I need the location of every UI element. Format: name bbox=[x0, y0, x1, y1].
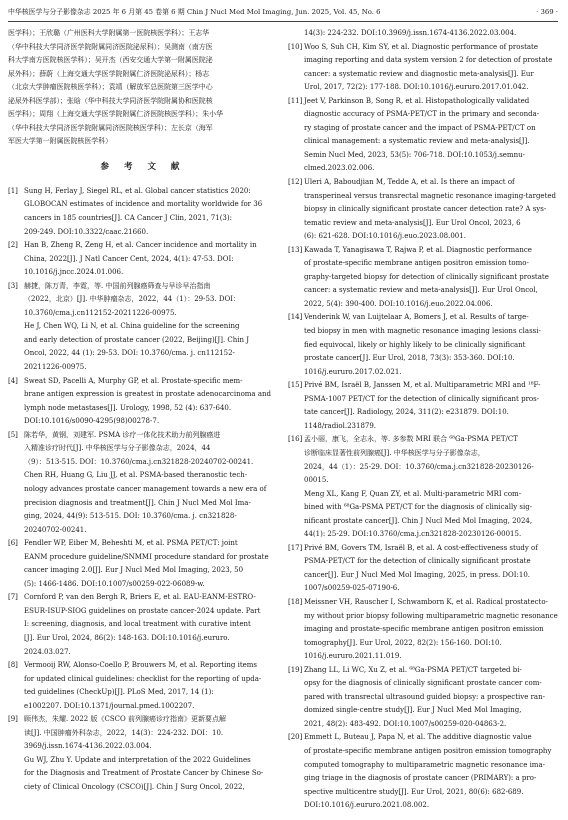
reference-line: 1148/radiol.231879. bbox=[304, 421, 377, 430]
reference-text: Jeet V, Parkinson B, Song R, et al. Histopathologically validated bbox=[304, 96, 530, 105]
reference-number: [3] bbox=[8, 281, 18, 290]
author-line: 医学科）；周翔（上海交通大学医学院附属仁济医院核医学科）；朱小华 bbox=[8, 110, 224, 119]
reference-line: （2022，北京）[J]. 中华肿瘤杂志，2022，44（1）：29-53. DOI： bbox=[24, 295, 240, 304]
reference-line bbox=[8, 591, 278, 605]
reference-text: Emmett L, Buteau J, Papa N, et al. The additive diagnostic value bbox=[304, 733, 532, 742]
reference-line bbox=[8, 239, 278, 253]
reference-text: Vermooij RW, Alonso-Coello P, Brouwers M, et al. Reporting items bbox=[24, 661, 258, 670]
reference-text: Sung H, Ferlay J, Siegel RL, et al. Global cancer statistics 2020: bbox=[24, 186, 251, 195]
reference-line: and early detection of prostate cancer (2022, Beijing)[J]. Chin J bbox=[24, 335, 250, 344]
reference-line: imaging reporting and data system version 2 for detection of prostate bbox=[304, 56, 553, 65]
reference-line: Ⅰ: screening, diagnosis, and local treatment with curative intent bbox=[24, 620, 251, 629]
reference-line: [J]. Eur Urol, 2024, 86(2): 148-163. DOI:10.1016/j.eururo. bbox=[24, 633, 230, 642]
reference-line: lymph node metastases[J]. Urology, 1998, 52 (4): 637-640. bbox=[24, 403, 232, 412]
reference-line: nology advances prostate cancer management towards a new era of bbox=[24, 484, 267, 493]
reference-line: Gu WJ, Zhu Y. Update and interpretation of the 2022 Guidelines bbox=[24, 755, 251, 764]
reference-line: Oncol, 2022, 44 (1): 29-53. DOI: 10.3760/cma. j. cn112152- bbox=[24, 349, 235, 358]
reference-line: 诊断临床显著性前列腺癌[J]. 中华核医学与分子影像杂志， bbox=[304, 448, 485, 457]
reference-line: 10.1016/j.jncc.2024.01.006. bbox=[24, 268, 124, 277]
reference-item bbox=[288, 596, 558, 664]
author-line: （华中科技大学同济医学院附属同济医院核医学科）；左长京（海军 bbox=[8, 123, 213, 132]
reference-line: 209-249. DOI:10.3322/caac.21660. bbox=[24, 227, 149, 236]
reference-line: 1016/j.eururo.2021.11.019. bbox=[304, 652, 402, 661]
reference-line: 2024，44（1）：25-29. DOI：10.3760/cma.j.cn321828-20230126- bbox=[304, 462, 534, 471]
reference-line: for the Diagnosis and Treatment of Prostate Cancer by Chinese So- bbox=[24, 769, 264, 778]
reference-number: [14] bbox=[288, 313, 303, 322]
reference-item bbox=[288, 731, 558, 812]
reference-line: tomography[J]. Eur Urol, 2022, 82(2): 156-160. DOI:10. bbox=[304, 638, 502, 647]
reference-line: cancers in 185 countries[J]. CA Cancer J Clin, 2021, 71(3): bbox=[24, 214, 232, 223]
reference-number: [16] bbox=[288, 435, 303, 444]
reference-line: 44(1): 25-29. DOI:10.3760/cma.j.cn321828-20230126-00015. bbox=[304, 530, 522, 539]
left-column bbox=[8, 27, 278, 817]
reference-text: 赫捷，陈万青，李霓，等. 中国前列腺癌筛查与早诊早治指南 bbox=[24, 281, 211, 290]
reference-line: clinical management: a systematic review and meta-analysis[J]. bbox=[304, 137, 530, 146]
reference-line: 3969/j.issn.1674-4136.2022.03.004. bbox=[24, 742, 152, 751]
reference-line: opsy for the diagnosis of clinically significant prostate cancer com- bbox=[304, 679, 542, 688]
author-line: 尿外科）；薛蔚（上海交通大学医学院附属仁济医院泌尿科）；杨志 bbox=[8, 69, 210, 78]
reference-line: DOI:10.1016/s0090-4295(98)00278-7. bbox=[24, 417, 160, 426]
reference-line: imaging and prostate-specific membrane antigen positron emission bbox=[304, 625, 544, 634]
reference-line: 入精准诊疗时代[J]. 中华核医学与分子影像杂志，2024，44 bbox=[24, 444, 211, 453]
reference-item bbox=[288, 433, 558, 541]
reference-text: Uleri A, Baboudjian M, Tedde A, et al. Is there an impact of bbox=[304, 178, 515, 187]
references-heading: 参 考 文 献 bbox=[100, 161, 186, 172]
reference-line: precision diagnosis and treatment[J]. Chin J Nucl Med Mol Ima- bbox=[24, 498, 251, 507]
reference-line: biopsy in clinically significant prostate cancer detection rate? A sys- bbox=[304, 205, 547, 214]
reference-number: [10] bbox=[288, 42, 303, 51]
reference-number: [12] bbox=[288, 178, 303, 187]
reference-line: diagnostic accuracy of PSMA-PET/CT in the primary and seconda- bbox=[304, 110, 540, 119]
reference-text: Meissner VH, Rauscher I, Schwamborn K, et al. Radical prostatecto- bbox=[304, 597, 548, 606]
reference-item bbox=[8, 375, 278, 429]
reference-number: [13] bbox=[288, 245, 303, 254]
reference-line: pared with transrectal ultrasound guided biopsy: a prospective ran- bbox=[304, 692, 545, 701]
reference-text: 陈若华，黄钢，刘建军. PSMA 诊疗一体化技术助力前列腺癌进 bbox=[24, 430, 221, 439]
reference-line bbox=[288, 379, 558, 393]
reference-line bbox=[8, 375, 278, 389]
reference-line: ted biopsy in men with magnetic resonance imaging lesions classi- bbox=[304, 327, 541, 336]
reference-text: Sweat SD, Pacelli A, Murphy GP, et al. Prostate-specific mem- bbox=[24, 376, 243, 385]
reference-text: 孟小丽，康飞，全志永，等. 多参数 MRI 联合 ⁶⁸Ga-PSMA PET/CT bbox=[304, 435, 518, 444]
reference-line: 1007/s00259-025-07190-6. bbox=[304, 584, 400, 593]
reference-line: of prostate-specific membrane antigen positron emission tomography bbox=[304, 746, 552, 755]
reference-number: [8] bbox=[8, 661, 18, 670]
page-number: · 369 · bbox=[536, 8, 558, 16]
reference-line: China, 2022[J]. J Natl Cancer Cent, 2024, 4(1): 47-53. DOI: bbox=[24, 254, 234, 263]
reference-line: PSMA-1007 PET/CT for the detection of clinically significant pros- bbox=[304, 394, 540, 403]
reference-line: ry staging of prostate cancer and the impact of PSMA-PET/CT on bbox=[304, 123, 536, 132]
reference-text: Venderink W, van Luijtelaar A, Bomers J, et al. Results of targe- bbox=[304, 313, 529, 322]
reference-line: cancer imaging 2.0[J]. Eur J Nucl Med Mol Imaging, 2023, 50 bbox=[24, 566, 244, 575]
reference-list-left bbox=[8, 185, 278, 795]
reference-text: Han B, Zheng R, Zeng H, et al. Cancer incidence and mortality in bbox=[24, 241, 257, 250]
reference-line: graphy-targeted biopsy for detection of clinically significant prostate bbox=[304, 272, 549, 281]
reference-line: DOI:10.1016/j.eururo.2021.08.002. bbox=[304, 801, 430, 810]
reference-line: PSMA-PET/CT for the detection of clinically significant prostate bbox=[304, 557, 531, 566]
reference-line: 2021, 48(2): 483-492. DOI:10.1007/s00259-020-04863-2. bbox=[304, 719, 507, 728]
reference-line: spective multicentre study[J]. Eur Urol, 2021, 80(6): 682-689. bbox=[304, 787, 524, 796]
running-header bbox=[8, 5, 558, 19]
reference-line: prostate cancer[J]. Eur Urol, 2018, 73(3): 353-360. DOI:10. bbox=[304, 354, 515, 363]
reference-text: Woo S, Suh CH, Kim SY, et al. Diagnostic performance of prostate bbox=[304, 42, 539, 51]
reference-number: [19] bbox=[288, 665, 303, 674]
reference-line bbox=[288, 41, 558, 55]
reference-text: 顾伟杰，朱耀. 2022 版《CSCO 前列腺癌诊疗指南》更新要点解 bbox=[24, 715, 226, 724]
reference-text: Privé BM, Govers TM, Israël B, et al. A cost-effectiveness study of bbox=[304, 543, 538, 552]
reference-line bbox=[288, 433, 558, 447]
reference-item bbox=[288, 379, 558, 433]
reference-item bbox=[288, 244, 558, 312]
reference-line: domized single-centre study[J]. Eur J Nucl Med Mol Imaging, bbox=[304, 706, 522, 715]
reference-number: [7] bbox=[8, 593, 18, 602]
reference-line: 10.3760/cma.j.cn112152-20211226-00975. bbox=[24, 308, 177, 317]
reference-line bbox=[8, 429, 278, 443]
reference-line bbox=[288, 311, 558, 325]
reference-item bbox=[288, 311, 558, 379]
reference-line bbox=[288, 244, 558, 258]
author-line: （华中科技大学同济医学院附属同济医院泌尿科）；吴测南（南方医 bbox=[8, 42, 213, 51]
reference-line: He J, Chen WQ, Li N, et al. China guideline for the screening bbox=[24, 322, 240, 331]
reference-line: Urol, 2017, 72(2): 177-188. DOI:10.1016/j.eururo.2017.01.042. bbox=[304, 83, 529, 92]
reference-text: Fendler WP, Eiber M, Beheshti M, et al. PSMA PET/CT: joint bbox=[24, 539, 238, 548]
reference-line: tate cancer[J]. Radiology, 2024, 311(2): e231879. DOI:10. bbox=[304, 408, 509, 417]
journal-citation-header: 中华核医学与分子影像杂志 2025 年 6 月第 45 卷第 6 期 Chin J Nucl Med Mol Imaging, Jun. 2025, Vol. 45, No. 6 bbox=[8, 8, 381, 16]
reference-number: [11] bbox=[288, 96, 303, 105]
reference-number: [17] bbox=[288, 543, 303, 552]
author-line: 医学科）；王欣璐（广州医科大学附属第一医院核医学科）；王志华 bbox=[8, 29, 210, 37]
reference-item bbox=[288, 176, 558, 244]
reference-line: 20240702-00241. bbox=[24, 525, 87, 534]
reference-item bbox=[288, 664, 558, 732]
reference-line bbox=[288, 95, 558, 109]
reference-line: ging, 2024, 44(9): 513-515. DOI: 10.3760/cma. j. cn321828- bbox=[24, 512, 237, 521]
reference-line: computed tomography to multiparametric magnetic resonance ima- bbox=[304, 760, 545, 769]
reference-item bbox=[8, 659, 278, 713]
author-line: （北京大学肿瘤医院核医学科）；袁靖（解放军总医院第三医学中心 bbox=[8, 83, 213, 92]
reference-line: （9）：513-515. DOI：10.3760/cma.j.cn321828-20240702-00241. bbox=[24, 457, 254, 466]
reference-item bbox=[8, 429, 278, 537]
reference-line: ted guidelines (CheckUp)[J]. PLoS Med, 2017, 14 (1): bbox=[24, 688, 214, 697]
reference-line: fied equivocal, likely or highly likely to be clinically significant bbox=[304, 340, 526, 349]
author-line: 泌尿外科医学部）；张晗（华中科技大学同济医学院附属协和医院核 bbox=[8, 96, 213, 105]
reference-line: Semin Nucl Med, 2023, 53(5): 706-718. DOI:10.1053/j.semnu- bbox=[304, 150, 525, 159]
reference-line bbox=[8, 185, 278, 199]
reference-line: 1016/j.eururo.2017.02.021. bbox=[304, 367, 402, 376]
reference-line bbox=[288, 542, 558, 556]
reference-number: [20] bbox=[288, 733, 303, 742]
reference-item bbox=[288, 41, 558, 95]
reference-item bbox=[8, 591, 278, 659]
reference-line: 2022, 5(4): 390-400. DOI:10.1016/j.euo.2022.04.006. bbox=[304, 299, 493, 308]
author-line: 军医大学第一附属医院核医学科） bbox=[8, 137, 113, 146]
author-affiliations bbox=[8, 27, 278, 149]
reference-item bbox=[288, 95, 558, 176]
reference-line: e1002207. DOI:10.1371/journal.pmed.1002207. bbox=[24, 701, 195, 710]
reference-line bbox=[8, 713, 278, 727]
reference-line bbox=[8, 659, 278, 673]
reference-item bbox=[8, 185, 278, 239]
reference-item bbox=[8, 713, 278, 794]
reference-line: cancer: a systematic review and diagnostic meta-analysis[J]. Eur bbox=[304, 69, 534, 78]
reference-line: for updated clinical guidelines: checklist for the reporting of upda- bbox=[24, 674, 262, 683]
reference-number: [1] bbox=[8, 186, 18, 195]
author-line: 科大学南方医院核医学科）；吴开杰（西安交通大学第一附属医院泌 bbox=[8, 56, 213, 65]
reference-line: transperineal versus transrectal magnetic resonance imaging-targeted bbox=[304, 191, 557, 200]
reference-number: [18] bbox=[288, 597, 303, 606]
reference-number: [15] bbox=[288, 381, 303, 390]
reference-line: ging triage in the diagnosis of prostate cancer (PRIMARY): a pro- bbox=[304, 774, 537, 783]
reference-line: (6): 621-628. DOI:10.1016/j.euo.2023.08.001. bbox=[304, 232, 466, 241]
reference-item bbox=[8, 239, 278, 280]
reference-line bbox=[288, 176, 558, 190]
reference-number: [6] bbox=[8, 539, 18, 548]
reference-line: GLOBOCAN estimates of incidence and mortality worldwide for 36 bbox=[24, 200, 263, 209]
reference-line: (5): 1466-1486. DOI:10.1007/s00259-022-06089-w. bbox=[24, 579, 205, 588]
reference-line: 00015. bbox=[304, 476, 329, 485]
reference-line: 2024.03.027. bbox=[24, 647, 71, 656]
reference-line: cancer[J]. Eur J Nucl Med Mol Imaging, 2025, in press. DOI:10. bbox=[304, 570, 531, 579]
reference-line: nificant prostate cancer[J]. Chin J Nucl Med Mol Imaging, 2024, bbox=[304, 516, 533, 525]
reference-line bbox=[8, 280, 278, 294]
header-rule bbox=[8, 21, 558, 22]
reference-line bbox=[288, 596, 558, 610]
reference-line bbox=[288, 664, 558, 678]
reference-line: my without prior biopsy following multiparametric magnetic resonance bbox=[304, 611, 558, 620]
reference-line: brane antigen expression is greatest in prostate adenocarcinoma and bbox=[24, 390, 271, 399]
reference-item bbox=[288, 27, 558, 41]
reference-line: Chen RH, Huang G, Liu JJ, et al. PSMA-based theranostic tech- bbox=[24, 471, 248, 480]
reference-number: [2] bbox=[8, 241, 18, 250]
reference-line: cancer: a systematic review and meta-analysis[J]. Eur Urol Oncol, bbox=[304, 286, 538, 295]
right-column bbox=[288, 27, 558, 817]
reference-line: of prostate-specific membrane antigen positron emission tomo- bbox=[304, 259, 529, 268]
reference-line: 20211226-00975. bbox=[24, 363, 87, 372]
reference-line: tematic review and meta-analysis[J]. Eur Urol Oncol, 2023, 6 bbox=[304, 218, 521, 227]
reference-item bbox=[288, 542, 558, 596]
reference-list-right bbox=[288, 27, 558, 813]
reference-text: Cornford P, van den Bergh R, Briers E, et al. EAU-EANM-ESTRO- bbox=[24, 593, 256, 602]
reference-item bbox=[8, 280, 278, 375]
reference-line bbox=[8, 537, 278, 551]
reference-line: 14(3): 224-232. DOI:10.3969/j.issn.1674-4136.2022.03.004. bbox=[304, 29, 517, 37]
reference-line: 读[J]. 中国肿瘤外科杂志，2022，14(3)：224-232. DOI：10. bbox=[24, 728, 224, 737]
reference-line bbox=[288, 731, 558, 745]
reference-text: Privé BM, Israël B, Janssen M, et al. Multiparametric MRI and ¹⁸F- bbox=[304, 381, 541, 390]
reference-line: ESUR-ISUP-SIOG guidelines on prostate cancer-2024 update. Part bbox=[24, 606, 261, 615]
reference-text: Zhang LL, Li WC, Xu Z, et al. ⁶⁸Ga-PSMA PET/CT targeted bi- bbox=[304, 665, 522, 674]
reference-line: EANM procedure guideline/SNMMI procedure standard for prostate bbox=[24, 552, 269, 561]
reference-number: [9] bbox=[8, 715, 18, 724]
reference-line: clmed.2023.02.006. bbox=[304, 164, 375, 173]
reference-number: [4] bbox=[8, 376, 18, 385]
reference-item bbox=[8, 537, 278, 591]
reference-line: bined with ⁶⁸Ga-PSMA PET/CT for the diagnosis of clinically sig- bbox=[304, 503, 533, 512]
reference-line: Meng XL, Kang F, Quan ZY, et al. Multi-parametric MRI com- bbox=[304, 489, 522, 498]
reference-line: ciety of Clinical Oncology (CSCO)[J]. Chin J Surg Oncol, 2022, bbox=[24, 782, 245, 791]
reference-text: Kawada T, Yanagisawa T, Rajwa P, et al. Diagnostic performance bbox=[304, 245, 532, 254]
reference-number: [5] bbox=[8, 430, 18, 439]
